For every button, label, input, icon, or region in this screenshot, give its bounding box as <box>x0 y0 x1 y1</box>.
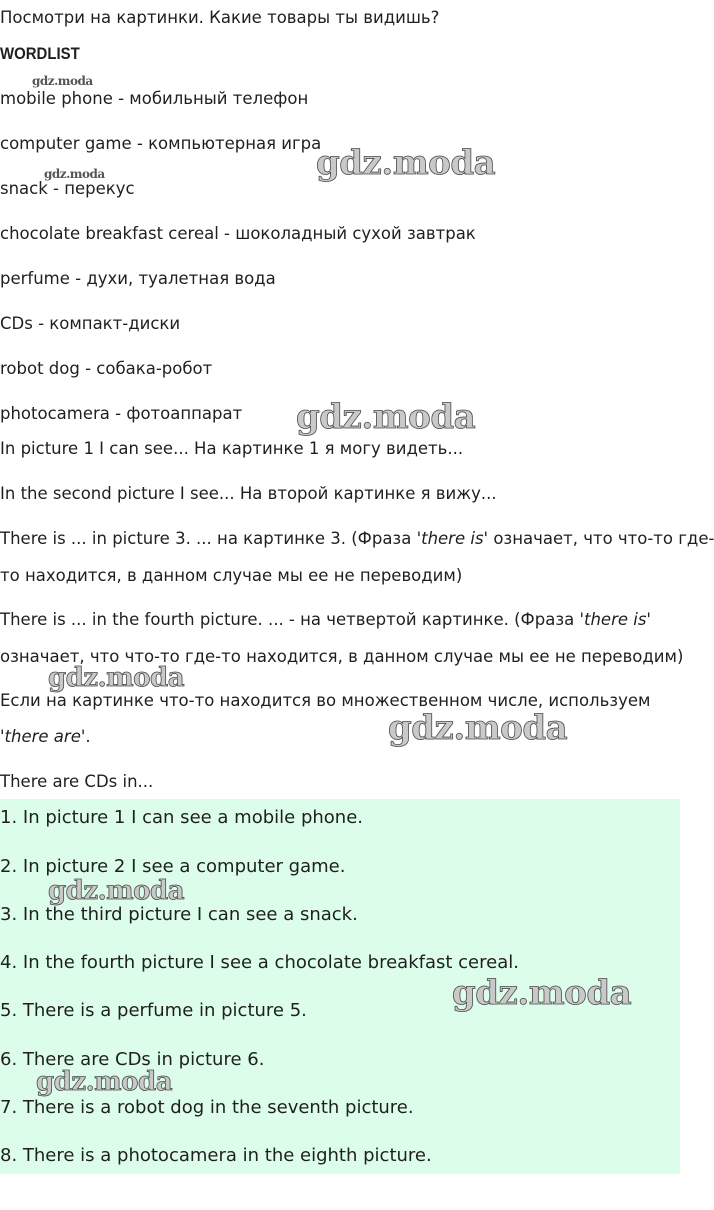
wordlist-item: chocolate breakfast cereal - шоколадный сухой завтрак <box>0 224 476 243</box>
answer-item: 6. There are CDs in picture 6. <box>0 1049 265 1070</box>
phrase-emphasis: 'there is' <box>579 610 651 629</box>
answer-item: 1. In picture 1 I can see a mobile phone. <box>0 807 364 828</box>
watermark: gdz.moda <box>48 663 185 693</box>
phrase-text: There is ... in picture 3. ... на картинке 3. (Фраза <box>0 529 417 548</box>
answer-item: 7. There is a robot dog in the seventh picture. <box>0 1097 414 1118</box>
watermark: gdz.moda <box>32 74 93 88</box>
wordlist-item: mobile phone - мобильный телефон <box>0 89 309 108</box>
phrase-emphasis: 'there is' <box>416 529 489 548</box>
task-prompt: Посмотри на картинки. Какие товары ты видишь? <box>0 8 440 27</box>
answer-item: 3. In the third picture I can see a snack. <box>0 904 358 925</box>
watermark: gdz.moda <box>36 1067 173 1097</box>
wordlist-item: robot dog - собака-робот <box>0 359 213 378</box>
answer-item: 4. In the fourth picture I see a chocolate breakfast cereal. <box>0 952 519 973</box>
watermark: gdz.moda <box>452 973 632 1013</box>
phrase-plural-cont <box>0 726 91 748</box>
answer-item: 2. In picture 2 I see a computer game. <box>0 856 346 877</box>
phrase-there-is-4 <box>0 609 651 631</box>
watermark: gdz.moda <box>296 397 476 437</box>
answer-item: 5. There is a perfume in picture 5. <box>0 1000 307 1021</box>
phrase-second-picture: In the second picture I see... На второй картинке я вижу... <box>0 484 497 503</box>
watermark: gdz.moda <box>316 143 496 183</box>
wordlist-item: perfume - духи, туалетная вода <box>0 269 276 288</box>
phrase-plural: Если на картинке что-то находится во множественном числе, используем <box>0 691 651 710</box>
wordlist-heading: WORDLIST <box>0 44 80 63</box>
wordlist-item: CDs - компакт-диски <box>0 314 181 333</box>
phrase-text: означает, что что-то где- <box>488 529 714 548</box>
wordlist-item: snack - перекус <box>0 179 135 198</box>
phrase-there-is-4-cont: означает, что что-то где-то находится, в данном случае мы ее не переводим) <box>0 647 684 666</box>
watermark: gdz.moda <box>388 708 568 748</box>
answer-item: 8. There is a photocamera in the eighth picture. <box>0 1145 432 1166</box>
watermark: gdz.moda <box>44 167 105 181</box>
phrase-picture-1: In picture 1 I can see... На картинке 1 я могу видеть... <box>0 439 464 458</box>
phrase-example: There are CDs in... <box>0 772 154 791</box>
phrase-text: There is ... in the fourth picture. ... - на четвертой картинке. (Фраза <box>0 610 580 629</box>
phrase-there-is-3-cont: то находится, в данном случае мы ее не переводим) <box>0 566 463 585</box>
wordlist-item: photocamera - фотоаппарат <box>0 404 243 423</box>
phrase-text: . <box>85 727 91 746</box>
phrase-there-is-3 <box>0 528 714 550</box>
wordlist-item: computer game - компьютерная игра <box>0 134 322 153</box>
phrase-emphasis: 'there are' <box>0 727 86 746</box>
watermark: gdz.moda <box>48 876 185 906</box>
